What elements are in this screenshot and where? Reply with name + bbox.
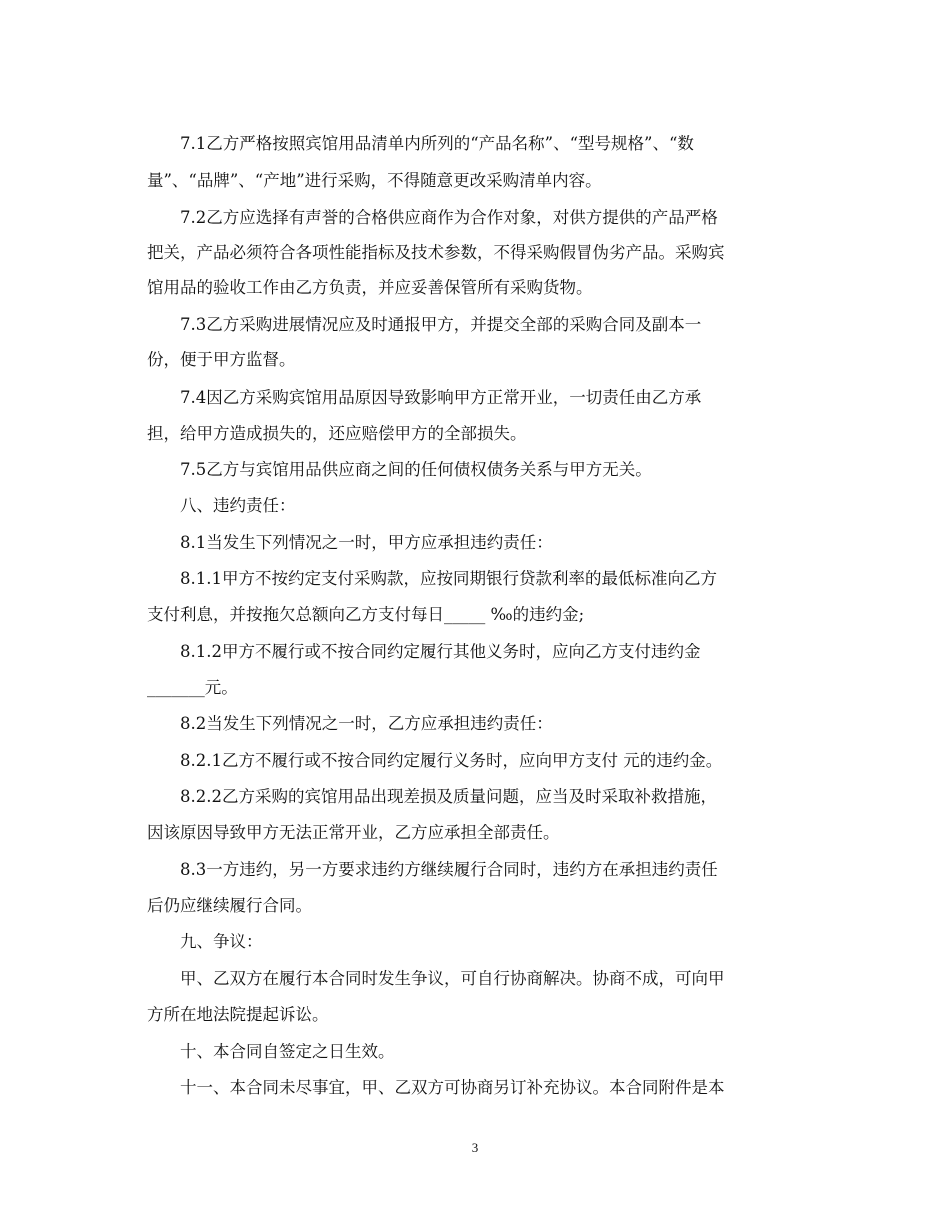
text-line: 7.2乙方应选择有声誉的合格供应商作为合作对象，对供方提供的产品严格 — [180, 208, 718, 227]
text-line: 7.3乙方采购进展情况应及时通报甲方，并提交全部的采购合同及副本一 — [180, 315, 702, 334]
text-line: 支付利息，并按拖欠总额向乙方支付每日_____ ‰的违约金; — [147, 605, 585, 624]
text-line: 担，给甲方造成损失的，还应赔偿甲方的全部损失。 — [147, 424, 527, 443]
text-line: 十一、本合同未尽事宜，甲、乙双方可协商另订补充协议。本合同附件是本 — [180, 1078, 725, 1097]
text-line: 7.4因乙方采购宾馆用品原因导致影响甲方正常开业，一切责任由乙方承 — [180, 388, 702, 407]
text-line: 馆用品的验收工作由乙方负责，并应妥善保管所有采购货物。 — [147, 278, 593, 297]
text-line: 方所在地法院提起诉讼。 — [147, 1005, 329, 1024]
section-heading: 九、争议： — [180, 932, 263, 951]
text-line: 8.1.1甲方不按约定支付采购款，应按同期银行贷款利率的最低标准向乙方 — [180, 569, 717, 588]
page-number: 3 — [471, 1140, 479, 1155]
text-line: 8.2.2乙方采购的宾馆用品出现差损及质量问题，应当及时采取补救措施， — [180, 787, 717, 806]
text-line: 8.3一方违约，另一方要求违约方继续履行合同时，违约方在承担违约责任 — [180, 860, 718, 879]
section-heading: 八、违约责任： — [180, 496, 296, 515]
text-line: 甲、乙双方在履行本合同时发生争议，可自行协商解决。协商不成，可向甲 — [180, 969, 725, 988]
text-line: 因该原因导致甲方无法正常开业，乙方应承担全部责任。 — [147, 823, 560, 842]
text-line: 8.2.1乙方不履行或不按合同约定履行义务时，应向甲方支付 元的违约金。 — [180, 751, 723, 770]
section-heading: 十、本合同自签定之日生效。 — [180, 1042, 395, 1061]
text-line: 8.1.2甲方不履行或不按合同约定履行其他义务时，应向乙方支付违约金 — [180, 642, 701, 661]
text-line: 8.2当发生下列情况之一时，乙方应承担违约责任： — [180, 714, 553, 733]
text-line: _______元。 — [147, 678, 238, 697]
text-line: 把关，产品必须符合各项性能指标及技术参数，不得采购假冒伪劣产品。采购宾 — [147, 243, 725, 262]
text-line: 8.1当发生下列情况之一时，甲方应承担违约责任： — [180, 533, 553, 552]
text-line: 7.1乙方严格按照宾馆用品清单内所列的“产品名称”、“型号规格”、“数 — [180, 134, 694, 153]
text-line: 量”、“品牌”、“产地”进行采购，不得随意更改采购清单内容。 — [147, 171, 602, 190]
text-line: 7.5乙方与宾馆用品供应商之间的任何债权债务关系与甲方无关。 — [180, 460, 652, 479]
text-line: 份，便于甲方监督。 — [147, 350, 296, 369]
text-line: 后仍应继续履行合同。 — [147, 896, 312, 915]
